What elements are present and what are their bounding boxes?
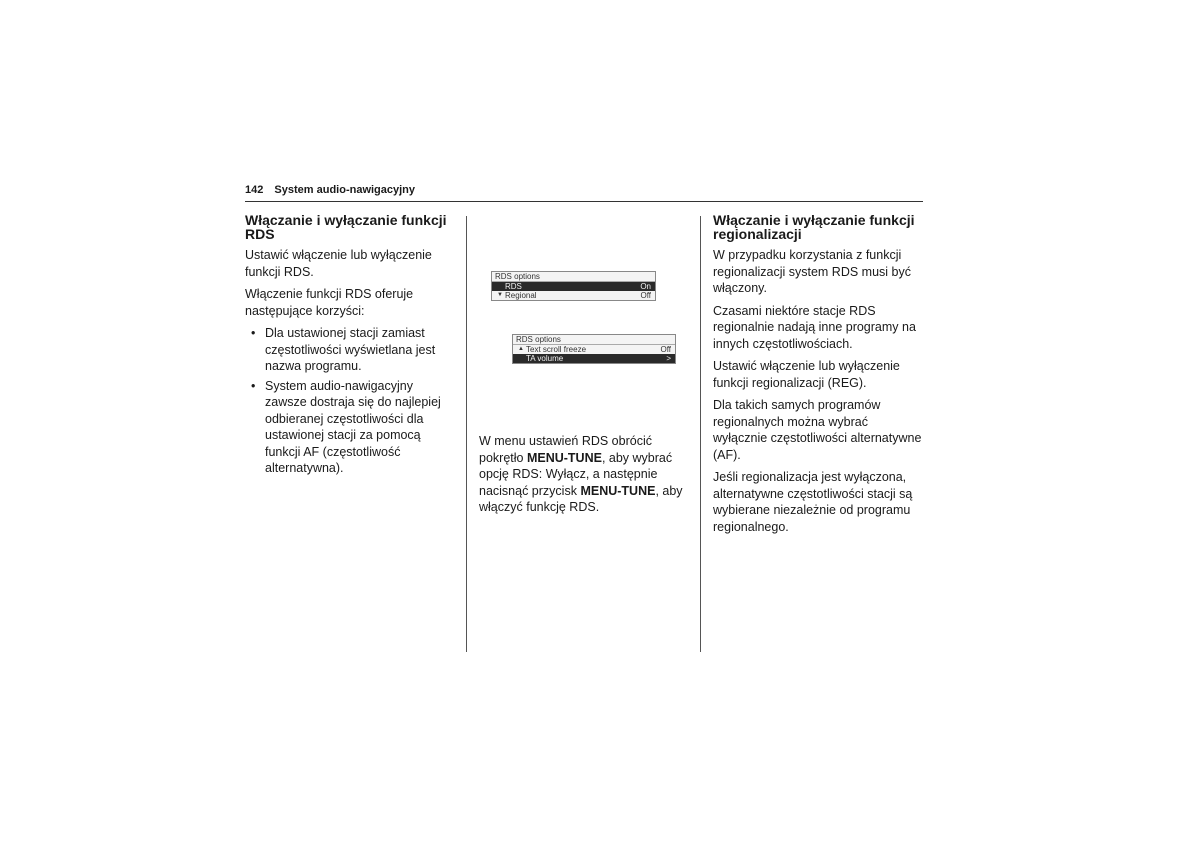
menu-row-value: Off xyxy=(660,345,671,354)
text-run: W menu ustawień RDS obrócić pokrętło xyxy=(479,434,652,465)
menu-row-label: TA volume xyxy=(526,354,564,363)
header-rule xyxy=(245,201,923,202)
column-divider-left xyxy=(466,216,467,652)
menu-title: RDS options xyxy=(513,335,675,345)
menu-row-regional[interactable] xyxy=(492,291,655,300)
rds-paragraph-1: Ustawić włączenie lub wyłączenie funkcji RDS. xyxy=(245,248,432,279)
text-run: , aby wybrać opcję RDS: Wyłącz, a następnie nacisnąć przycisk xyxy=(479,450,673,498)
rds-paragraph-2: Włączenie funkcji RDS oferuje następujące korzyści: xyxy=(245,287,414,318)
regional-paragraph: Ustawić włączenie lub wyłączenie funkcji regionalizacji (REG). xyxy=(713,359,900,390)
rds-options-menu-2 xyxy=(512,334,676,364)
running-header xyxy=(245,184,923,196)
middle-column xyxy=(479,433,691,522)
regional-paragraph: Czasami niektóre stacje RDS regionalnie nadają inne programy na innych częstotliwościach. xyxy=(713,303,916,351)
page-number: 142 xyxy=(245,184,264,196)
menu-tune-label: MENU-TUNE xyxy=(526,450,602,465)
menu-title: RDS options xyxy=(492,272,655,282)
list-item: • Dla ustawionej stacji zamiast częstotliwości wyświetlana jest nazwa programu. xyxy=(245,325,457,375)
menu-row-rds[interactable] xyxy=(492,282,655,291)
menu-tune-instruction xyxy=(479,433,691,516)
list-item: • System audio-nawigacyjny zawsze dostraja się do najlepiej odbieranej częstotliwości dla ustawionej stacji za pomocą funkcji AF (częstotliwość alternatywna). xyxy=(245,378,457,477)
arrow-down-icon: ▼ xyxy=(497,292,503,298)
section-title: System audio-nawigacyjny xyxy=(274,184,416,196)
regional-paragraph: Dla takich samych programów regionalnych można wybrać wyłącznie częstotliwości alternatywne (AF). xyxy=(713,398,922,462)
column-divider-right xyxy=(700,216,701,652)
menu-tune-label: MENU-TUNE xyxy=(580,483,656,498)
menu-row-label: Regional xyxy=(505,291,537,300)
menu-row-label: Text scroll freeze xyxy=(526,345,587,354)
rds-benefits-list xyxy=(245,325,457,477)
right-column xyxy=(713,213,925,541)
menu-row-ta-volume[interactable] xyxy=(513,354,675,363)
regional-heading: Włączanie i wyłączanie funkcji regionalizacji xyxy=(713,212,915,242)
menu-row-value: > xyxy=(666,354,671,363)
menu-row-value: Off xyxy=(640,291,651,300)
menu-row-text-scroll-freeze[interactable] xyxy=(513,345,675,354)
rds-heading: Włączanie i wyłączanie funkcji RDS xyxy=(245,212,447,242)
menu-row-label: RDS xyxy=(505,282,522,291)
rds-options-menu-1 xyxy=(491,271,656,301)
menu-row-value: On xyxy=(640,282,651,291)
regional-paragraph: Jeśli regionalizacja jest wyłączona, alternatywne częstotliwości stacji są wybierane niezależnie od programu regionalnego. xyxy=(713,470,913,534)
text-run: , aby włączyć funkcję RDS. xyxy=(479,483,683,514)
left-column xyxy=(245,213,457,480)
regional-paragraph: W przypadku korzystania z funkcji regionalizacji system RDS musi być włączony. xyxy=(713,248,911,295)
arrow-up-icon: ▲ xyxy=(518,346,524,352)
